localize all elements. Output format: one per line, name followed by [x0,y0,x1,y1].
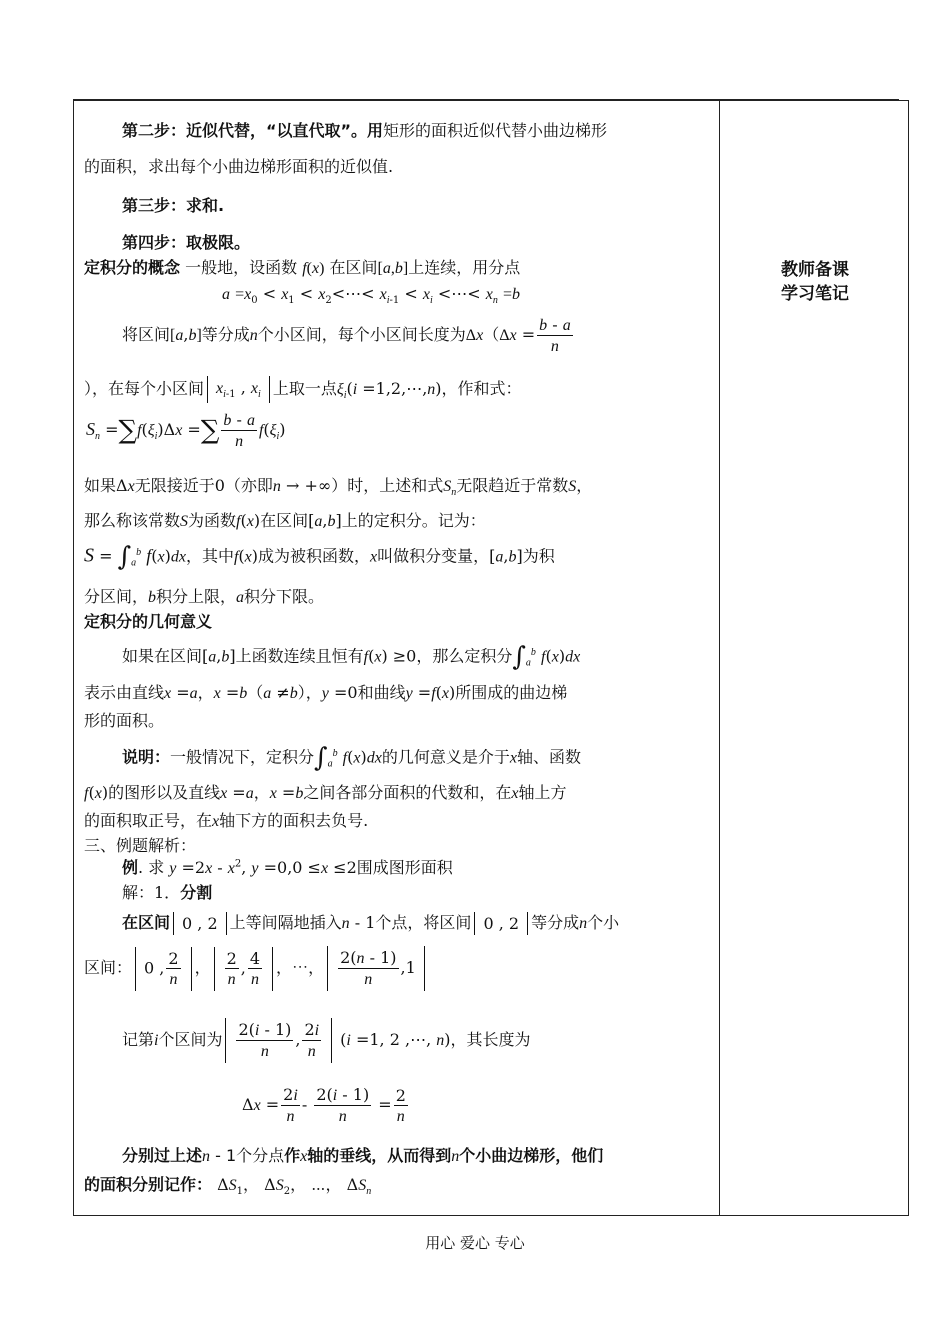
formula-fx: f [302,260,307,277]
page-footer: 用心 爱心 专心 [425,1234,525,1252]
final-t3: 作 [284,1146,301,1165]
example-line: 例. 求 $y =2x - x^2$, y =0,0 ≤x ≤2围成图形面积 [122,858,453,877]
partition-line: 将区间[a,b]等分成n个小区间，每个小区间长度为Δx（Δx = $\frac{b - a}{n}$ [122,315,571,355]
it-t3: 叫做积分变量， [377,546,490,566]
riemann-sum: $S_n =\sum f(\xi_i)\Delta x$ =∑ $\frac{b - a}{n}$ $f(\xi_i)$ [86,410,286,450]
lt-t4: ）时，上述和式 [331,476,444,495]
geo-t10: 形的面积。 [84,711,165,730]
split-t6: 区间： [84,958,133,977]
step2-line2: 的面积，求出每个小曲边梯形面积的近似值. [84,157,394,176]
ex-text: . 求 [138,858,165,877]
lt-t10: 上的定积分。记为： [341,511,486,530]
final-t6: 的面积分别记作： [84,1175,213,1194]
final-line: 分别过上述n - 1个分点作x轴的垂线，从而得到n个小曲边梯形，他们 [122,1146,604,1165]
lt-t7: 那么称该常数 [84,511,181,530]
pt-t7: ，作和式： [441,379,522,398]
note-t8: 的面积取正号，在 [84,811,213,830]
concept-text2: 在区间 [329,258,378,277]
it-t1: ，其中 [185,546,234,566]
split-line2: 区间： 0 , $\frac{2}{n}$ ， $\frac{2}{n}$ , $\frac{4}{n}$ ，⋯， $\frac{2(n - 1)}{n}$ ,1 [84,946,428,991]
lt-t2: 无限接近于 [134,476,215,495]
geo-t4: 表示由直线 [84,683,165,702]
geo-t1: 如果在区间 [122,646,203,666]
partition-formula: $a =x_0 < x_1$ < $x_2<\cdots< x_{i-1} < x_i$ <⋯< $x_n =b$ [222,284,520,307]
pt-t5: ），在每个小区间 [84,379,205,398]
it-t2: 成为被积函数， [258,546,371,566]
pt-t6: 上取一点 [272,379,337,398]
it-t6: 积分上限， [156,587,237,606]
geo-t8: 和曲线 [357,683,406,702]
geo-t9: 所围成的曲边梯 [455,683,568,702]
lt-t1: 如果 [84,476,117,495]
column-divider [719,100,720,1216]
final-t5: 个小曲边梯形，他们 [459,1146,604,1165]
note-label: 说明： [122,747,171,767]
integral-line2: 分区间，b积分上限，a积分下限。 [84,587,325,606]
step3: 第三步：求和. [122,196,225,215]
split-t3: 个点，将区间 [375,913,472,932]
split-t4: 等分成 [531,913,580,932]
ex-label: 例 [122,858,139,877]
note-t5: ， [253,783,270,802]
note-line3: 的面积取正号，在x轴下方的面积去负号. [84,811,369,830]
lt-t5: 无限趋近于常数 [456,476,569,495]
pt-t2: 等分成 [201,325,250,344]
partition-line2: ），在每个小区间 $x_{i-1}$ , $x_i$ 上取一点$\xi_i(i$ =1,2,⋯,n)，作和式： [84,378,522,402]
geo-t3: ，那么定积分 [416,646,513,666]
side-note [722,258,908,306]
note-t3: 轴、函数 [516,747,581,767]
final-t4: 轴的垂线，从而得到 [307,1146,452,1165]
limit-line2: 那么称该常数S为函数f(x)在区间[a,b]上的定积分。记为： [84,511,486,530]
geo-t2: 上函数连续且恒有 [235,646,364,666]
concept-title: 定积分的概念 [84,258,181,277]
side-note-line2: 学习笔记 [781,284,849,304]
split-t2: 上等间隔地插入 [229,913,342,932]
concept-text1: 一般地，设函数 [185,258,298,277]
sol: 解：1． [122,883,181,902]
split-t1: 在区间 [122,913,171,932]
note-t4: 的图形以及直线 [108,783,221,802]
note-line2: f(x)的图形以及直线x =a，x =b之间各部分面积的代数和，在x轴上方 [84,783,567,802]
it-t7: 积分下限。 [244,587,325,606]
fraction-dx: $\frac{b - a}{n}$ [539,315,571,355]
split-line: 在区间 0 , 2 上等间隔地插入n - 1个点，将区间 0 , 2 等分成n个小 [122,913,620,933]
note-line: 说明：一般情况下，定积分$\int_a^b$ f(x)dx的几何意义是介于x轴、函数 [122,743,581,773]
lt-t9: 在区间 [260,511,309,530]
note-t9: 轴下方的面积去负号. [219,811,369,830]
geo-title: 定积分的几何意义 [84,612,213,631]
side-note-line1: 教师备课 [781,260,849,280]
geo-t5: ， [197,683,214,702]
final-line2: 的面积分别记作： $\Delta S_1$， $\Delta S_2$， ⋯， $\Delta S_n$ [84,1175,372,1198]
step4: 第四步：取极限。 [122,233,251,252]
examples-title: 三、例题解析： [84,836,197,855]
step2-bold: 第二步：近似代替，“以直代取”。用 [122,121,384,140]
step2-line [122,118,607,141]
it-t5: 分区间， [84,587,149,606]
integral-line: $S = \int_a^b$ f(x)dx，其中f(x)成为被积函数，x叫做积分变量，[a,b]为积 [84,542,555,572]
ith-t1: 记第 [122,1030,155,1049]
ith-line: 记第i个区间为 $\frac{2(i - 1)}{n}$ , $\frac{2i}{n}$ (i =1, 2 ,⋯, n)，其长度为 [122,1018,531,1063]
split-t7: ， [194,958,211,977]
concept-text3: 上连续，用分点 [408,258,521,277]
note-t6: 之间各部分面积的代数和，在 [303,783,512,802]
pt-t1: 将区间 [122,325,171,344]
lt-t3: （亦即 [224,476,273,495]
pt-t4: （ [483,325,500,344]
dx-formula: Δx = $\frac{2i}{n}$ - $\frac{2(i - 1)}{n}$ = $\frac{2}{n}$ [242,1085,406,1125]
note-t2: 的几何意义是介于 [381,747,510,767]
pt-t3: 个小区间，每个小区间长度为 [257,325,466,344]
ith-t2: 个区间为 [158,1030,223,1049]
note-t1: 一般情况下，定积分 [170,747,315,767]
it-t4: 为积 [522,546,555,566]
final-t1: 分别过上述 [122,1146,203,1165]
solution-line [122,880,212,903]
concept-line: 定积分的概念 一般地，设函数 f(x) 在区间[a,b]上连续，用分点 [84,258,521,277]
split-t9: ， [308,958,325,977]
sol-bold: 分割 [180,883,213,902]
ith-t3: ，其长度为 [450,1030,531,1049]
ex-tail: 围成图形面积 [356,858,453,877]
lt-t6: ， [576,476,593,495]
geo-t6: （ [247,683,264,702]
split-t5: 个小 [587,913,620,932]
lt-t8: 为函数 [188,511,237,530]
geo-line: 如果在区间[a,b]上函数连续且恒有f(x) ≥0，那么定积分$\int_a^b$ f(x)dx [122,642,581,672]
split-t8: ， [276,958,293,977]
note-t7: 轴上方 [518,783,567,802]
final-t2: 个分点 [236,1146,285,1165]
limit-line: 如果Δx无限接近于0（亦即n → +∞）时，上述和式$S_n$无限趋近于常数S， [84,476,593,499]
geo-line2: 表示由直线x =a，x =b（a ≠b），y =0和曲线y =f(x)所围成的曲边梯 [84,683,568,702]
geo-t7: ）， [297,683,322,702]
step2-rest: 矩形的面积近似代替小曲边梯形 [383,121,608,140]
